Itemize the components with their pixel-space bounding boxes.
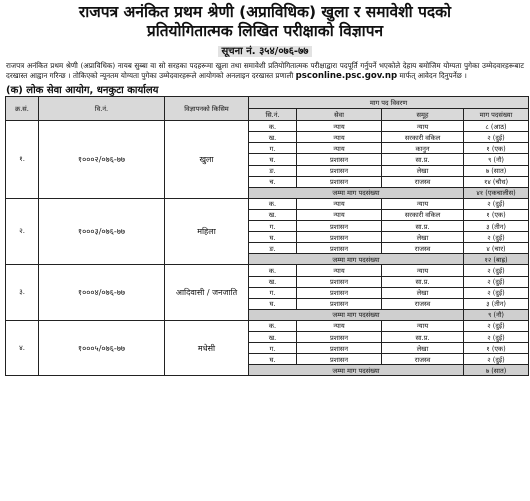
row-sub-sn: ग. — [249, 287, 297, 298]
total-label: जम्मा माग पदसंख्या — [249, 254, 464, 265]
row-demand: २ (दुई) — [464, 287, 529, 298]
group-adv-no: १०००४/०७६-७७ — [39, 265, 165, 320]
row-group: लेखा — [382, 165, 464, 176]
row-sub-sn: क. — [249, 320, 297, 331]
row-sub-sn: घ. — [249, 232, 297, 243]
total-value: ७ (सात) — [464, 365, 529, 376]
table-row — [6, 320, 529, 331]
advertisement-table — [5, 96, 529, 376]
row-group: न्याय — [382, 320, 464, 331]
row-group: राजस्व — [382, 243, 464, 254]
group-sn: ४. — [6, 320, 39, 375]
row-group: सा.प्र. — [382, 221, 464, 232]
row-service: प्रशासन — [297, 287, 382, 298]
row-demand: २ (दुई) — [464, 232, 529, 243]
row-demand: २ (दुई) — [464, 276, 529, 287]
row-sub-sn: ग. — [249, 143, 297, 154]
row-group: सरकारी वकिल — [382, 209, 464, 220]
row-group: लेखा — [382, 343, 464, 354]
row-group: न्याय — [382, 265, 464, 276]
row-demand: २ (दुई) — [464, 198, 529, 209]
row-demand: १४ (चौध) — [464, 176, 529, 187]
group-category: आदिवासी / जनजाति — [165, 265, 249, 320]
row-demand: ८ (आठ) — [464, 121, 529, 132]
row-group: राजस्व — [382, 298, 464, 309]
row-service: न्याय — [297, 209, 382, 220]
section-title: (क) लोक सेवा आयोग, धनकुटा कार्यालय — [6, 85, 159, 97]
row-service: प्रशासन — [297, 165, 382, 176]
total-label: जम्मा माग पदसंख्या — [249, 365, 464, 376]
row-group: सरकारी वकिल — [382, 132, 464, 143]
row-demand: ९ (नौ) — [464, 154, 529, 165]
row-sub-sn: ख. — [249, 331, 297, 342]
row-service: न्याय — [297, 121, 382, 132]
row-sub-sn: ग. — [249, 221, 297, 232]
group-sn: २. — [6, 198, 39, 265]
row-sub-sn: ख. — [249, 132, 297, 143]
table-row — [6, 198, 529, 209]
row-demand: २ (दुई) — [464, 331, 529, 342]
row-service: प्रशासन — [297, 298, 382, 309]
header-sub-sn: सि.नं. — [249, 109, 297, 121]
header-post-details: माग पद विवरण — [249, 97, 529, 109]
group-category: महिला — [165, 198, 249, 265]
header-demand: माग पदसंख्या — [464, 109, 529, 121]
table-header — [6, 97, 529, 121]
row-demand: १ (एक) — [464, 209, 529, 220]
row-service: प्रशासन — [297, 243, 382, 254]
header-group: समूह — [382, 109, 464, 121]
intro-tail: मार्फत् आवेदन दिनुपर्नेछ । — [397, 70, 467, 80]
row-group: राजस्व — [382, 354, 464, 365]
row-sub-sn: घ. — [249, 298, 297, 309]
total-label: जम्मा माग पदसंख्या — [249, 309, 464, 320]
table-row — [6, 265, 529, 276]
total-label: जम्मा माग पदसंख्या — [249, 187, 464, 198]
row-group: राजस्व — [382, 176, 464, 187]
total-value: ९ (नौ) — [464, 309, 529, 320]
intro-paragraph — [6, 61, 524, 81]
row-service: न्याय — [297, 198, 382, 209]
row-service: प्रशासन — [297, 354, 382, 365]
row-service: प्रशासन — [297, 343, 382, 354]
row-group: लेखा — [382, 287, 464, 298]
row-demand: ४ (चार) — [464, 243, 529, 254]
row-demand: २ (दुई) — [464, 132, 529, 143]
notice-number-text: सूचना नं. ३५४/०७६-७७ — [218, 46, 313, 57]
row-service: प्रशासन — [297, 221, 382, 232]
row-demand: २ (दुई) — [464, 265, 529, 276]
row-service: न्याय — [297, 265, 382, 276]
header-adv-no: वि.नं. — [39, 97, 165, 121]
row-demand: १ (एक) — [464, 343, 529, 354]
row-sub-sn: क. — [249, 198, 297, 209]
intro-url[interactable]: psconline.psc.gov.np — [295, 70, 398, 81]
table-row — [6, 121, 529, 132]
header-sn: क्र.सं. — [6, 97, 39, 121]
total-value: १२ (बाह्र) — [464, 254, 529, 265]
row-sub-sn: क. — [249, 265, 297, 276]
row-group: सा.प्र. — [382, 276, 464, 287]
row-service: न्याय — [297, 320, 382, 331]
row-group: सा.प्र. — [382, 154, 464, 165]
row-group: सा.प्र. — [382, 331, 464, 342]
row-service: प्रशासन — [297, 276, 382, 287]
header-category: विज्ञापनको किसिम — [165, 97, 249, 121]
row-demand: ३ (तीन) — [464, 221, 529, 232]
title-line-1: राजपत्र अनंकित प्रथम श्रेणी (अप्राविधिक) खुला र समावेशी पदको — [78, 3, 452, 21]
notice-number — [0, 43, 530, 57]
row-sub-sn: ख. — [249, 209, 297, 220]
row-sub-sn: क. — [249, 121, 297, 132]
title-line-2: प्रतियोगितात्मक लिखित परीक्षाको विज्ञापन — [146, 22, 384, 40]
row-sub-sn: ख. — [249, 276, 297, 287]
row-group: कानुन — [382, 143, 464, 154]
row-demand: ३ (तीन) — [464, 298, 529, 309]
row-service: प्रशासन — [297, 176, 382, 187]
row-sub-sn: ङ. — [249, 243, 297, 254]
row-sub-sn: घ. — [249, 354, 297, 365]
row-service: प्रशासन — [297, 232, 382, 243]
table-body — [6, 121, 529, 376]
row-service: न्याय — [297, 143, 382, 154]
group-adv-no: १०००५/०७६-७७ — [39, 320, 165, 375]
row-group: लेखा — [382, 232, 464, 243]
row-demand: २ (दुई) — [464, 320, 529, 331]
total-value: ४१ (एकचालीस) — [464, 187, 529, 198]
group-category: खुला — [165, 121, 249, 199]
row-service: प्रशासन — [297, 331, 382, 342]
group-category: मधेसी — [165, 320, 249, 375]
row-service: प्रशासन — [297, 154, 382, 165]
row-demand: ७ (सात) — [464, 165, 529, 176]
group-adv-no: १०००३/०७६-७७ — [39, 198, 165, 265]
header-service: सेवा — [297, 109, 382, 121]
group-sn: १. — [6, 121, 39, 199]
row-group: न्याय — [382, 198, 464, 209]
row-sub-sn: घ. — [249, 154, 297, 165]
group-adv-no: १०००२/०७६-७७ — [39, 121, 165, 199]
row-sub-sn: ङ. — [249, 165, 297, 176]
row-demand: २ (दुई) — [464, 354, 529, 365]
row-sub-sn: ग. — [249, 343, 297, 354]
row-group: न्याय — [382, 121, 464, 132]
row-sub-sn: च. — [249, 176, 297, 187]
row-demand: १ (एक) — [464, 143, 529, 154]
group-sn: ३. — [6, 265, 39, 320]
intro-text: राजपत्र अनंकित प्रथम श्रेणी (अप्राविधिक) नायब सुब्बा वा सो सरहका पदहरूमा खुला तथा समावेशी प्रतियोगितात्मक परीक्षाद्वारा पदपूर्ति गर्नुपर्ने भएकोले देहाय बमोजिम योग्यता पुगेका उम्मेदवारहरूबाट दरखास्त आह्वान गरिन्छ । तोकिएको न्यूनतम योग्यता पुगेका उम्मेदवारहरूले आयोगको अनलाइन दरखास्त प्रणाली — [6, 61, 524, 80]
row-service: न्याय — [297, 132, 382, 143]
